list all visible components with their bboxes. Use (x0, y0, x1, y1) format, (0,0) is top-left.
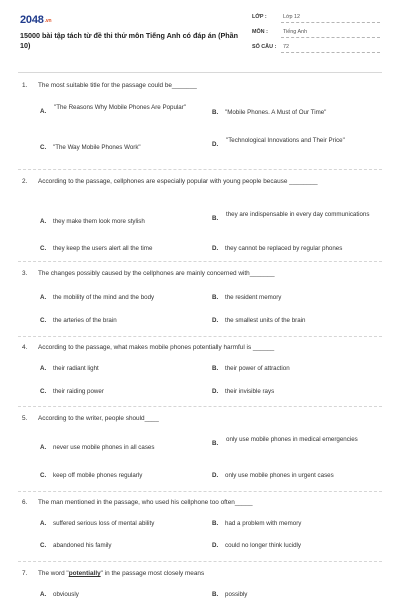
header-divider (18, 72, 382, 73)
question-number: 1. (22, 82, 28, 89)
question-number: 3. (22, 270, 28, 277)
option-text: never use mobile phones in all cases (53, 444, 155, 451)
option-d[interactable] (212, 542, 377, 551)
option-letter: D. (212, 388, 219, 395)
question-number: 5. (22, 415, 28, 422)
option-letter: A. (40, 294, 47, 301)
question-stem (22, 569, 382, 579)
question-stem (22, 81, 382, 91)
option-letter: A. (40, 108, 47, 115)
question-number: 4. (22, 344, 28, 351)
option-letter: B. (212, 294, 219, 301)
question-1 (22, 81, 382, 151)
question-number: 6. (22, 499, 28, 506)
option-letter: C. (40, 245, 47, 252)
question-separator (18, 336, 382, 337)
option-letter: D. (212, 472, 219, 479)
option-letter: B. (212, 365, 219, 372)
option-text: could no longer think lucidly (225, 542, 302, 549)
option-letter: B. (212, 109, 219, 116)
meta-row-subject (252, 27, 380, 42)
document-title: 15000 bài tập tách từ đề thi thử môn Tiếng Anh có đáp án (Phần 10) (20, 31, 239, 50)
question-separator (18, 406, 382, 407)
option-text: the mobility of the mind and the body (53, 294, 155, 301)
question-text: The changes possibly caused by the cellphones are mainly concerned with_______ (38, 270, 275, 277)
meta-value-subject: Tiếng Anh (283, 29, 308, 35)
option-letter: D. (212, 141, 219, 148)
question-stem (22, 177, 382, 187)
option-text: "Technological Innovations and Their Price" (226, 137, 345, 144)
question-separator (18, 261, 382, 262)
meta-label-class: LỚP : (252, 14, 267, 20)
option-a[interactable] (40, 104, 200, 113)
option-b[interactable] (212, 520, 377, 529)
option-c[interactable] (40, 388, 205, 397)
question-number: 2. (22, 178, 28, 185)
question-separator (18, 169, 382, 170)
meta-label-subject: MÔN : (252, 29, 268, 35)
option-text: they cannot be replaced by regular phones (225, 245, 343, 252)
option-c[interactable] (40, 144, 205, 153)
option-letter: A. (40, 365, 47, 372)
question-text: The most suitable title for the passage could be_______ (38, 82, 197, 89)
question-7 (22, 569, 382, 598)
option-text: the smallest units of the brain (225, 317, 306, 324)
option-letter: C. (40, 317, 47, 324)
question-stem (22, 498, 382, 508)
meta-value-count: 72 (283, 44, 289, 50)
question-text: According to the passage, what makes mobile phones potentially harmful is ______ (38, 344, 275, 351)
question-stem (22, 414, 382, 424)
option-text: their raiding power (53, 388, 104, 395)
option-letter: C. (40, 144, 47, 151)
option-b[interactable] (212, 436, 377, 445)
option-c[interactable] (40, 245, 205, 254)
logo-sub: .vn (44, 18, 52, 24)
option-letter: D. (212, 245, 219, 252)
option-text: abandoned his family (53, 542, 112, 549)
question-2 (22, 177, 382, 252)
document-meta (252, 12, 380, 57)
meta-underline (281, 22, 380, 23)
option-text: "Mobile Phones. A Must of Our Time" (225, 109, 327, 116)
option-a[interactable] (40, 520, 205, 529)
meta-value-class: Lớp 12 (283, 14, 301, 20)
option-letter: C. (40, 542, 47, 549)
option-a[interactable] (40, 294, 205, 303)
option-text: their power of attraction (225, 365, 290, 372)
option-c[interactable] (40, 317, 205, 326)
option-letter: A. (40, 218, 47, 225)
question-4 (22, 343, 382, 395)
option-d[interactable] (212, 245, 387, 254)
question-5 (22, 414, 382, 479)
option-d[interactable] (212, 137, 377, 146)
option-letter: D. (212, 542, 219, 549)
logo-main: 2048 (20, 14, 44, 26)
option-letter: B. (212, 520, 219, 527)
option-text: only use mobile phones in urgent cases (225, 472, 334, 479)
option-letter: C. (40, 472, 47, 479)
question-number: 7. (22, 570, 28, 577)
question-6 (22, 498, 382, 549)
option-b[interactable] (212, 109, 377, 118)
option-text: they are indispensable in every day communications (226, 211, 370, 218)
option-text: the resident memory (225, 294, 282, 301)
question-separator (18, 561, 382, 562)
option-text: suffered serious loss of mental ability (53, 520, 155, 527)
option-letter: C. (40, 388, 47, 395)
question-text-after: " in the passage most closely means (100, 570, 205, 577)
option-text: only use mobile phones in medical emergencies (226, 436, 358, 443)
option-text: their radiant light (53, 365, 99, 372)
option-a[interactable] (40, 218, 205, 227)
option-text: their invisible rays (225, 388, 275, 395)
question-3 (22, 269, 382, 324)
question-text-before: The word " (38, 570, 69, 577)
option-a[interactable] (40, 591, 205, 600)
question-separator (18, 491, 382, 492)
option-text: they make them look more stylish (53, 218, 145, 225)
option-b[interactable] (212, 365, 377, 374)
option-letter: A. (40, 591, 47, 598)
option-text: keep off mobile phones regularly (53, 472, 143, 479)
question-stem (22, 269, 382, 279)
option-letter: B. (212, 591, 219, 598)
meta-underline (281, 37, 380, 38)
option-text: "The Reasons Why Mobile Phones Are Popular" (54, 104, 186, 111)
option-c[interactable] (40, 472, 205, 481)
meta-row-class (252, 12, 380, 27)
document-header (0, 0, 400, 66)
option-d[interactable] (212, 317, 377, 326)
question-text: According to the passage, cellphones are especially popular with young people because ________ (38, 178, 318, 185)
question-stem (22, 343, 382, 353)
question-keyword: potentially (68, 570, 101, 577)
option-text: "The Way Mobile Phones Work" (53, 144, 141, 151)
meta-label-count: SỐ CÂU : (252, 44, 277, 50)
option-text: the arteries of the brain (53, 317, 117, 324)
option-letter: B. (212, 440, 219, 447)
question-text: The man mentioned in the passage, who used his cellphone too often_____ (38, 499, 253, 506)
option-text: obviously (53, 591, 79, 598)
meta-row-count (252, 42, 380, 57)
question-text (22, 569, 382, 579)
question-text: According to the writer, people should____ (38, 415, 159, 422)
option-b[interactable] (212, 211, 377, 220)
option-a[interactable] (40, 444, 205, 453)
option-letter: A. (40, 520, 47, 527)
option-text: they keep the users alert all the time (53, 245, 153, 252)
option-letter: A. (40, 444, 47, 451)
option-letter: B. (212, 215, 219, 222)
option-text: had a problem with memory (225, 520, 302, 527)
option-c[interactable] (40, 542, 205, 551)
site-logo[interactable] (20, 14, 51, 26)
option-b[interactable] (212, 591, 377, 600)
option-text: possibly (225, 591, 248, 598)
option-a[interactable] (40, 365, 205, 374)
option-d[interactable] (212, 472, 387, 481)
option-b[interactable] (212, 294, 377, 303)
option-d[interactable] (212, 388, 377, 397)
option-letter: D. (212, 317, 219, 324)
meta-underline (281, 52, 380, 53)
